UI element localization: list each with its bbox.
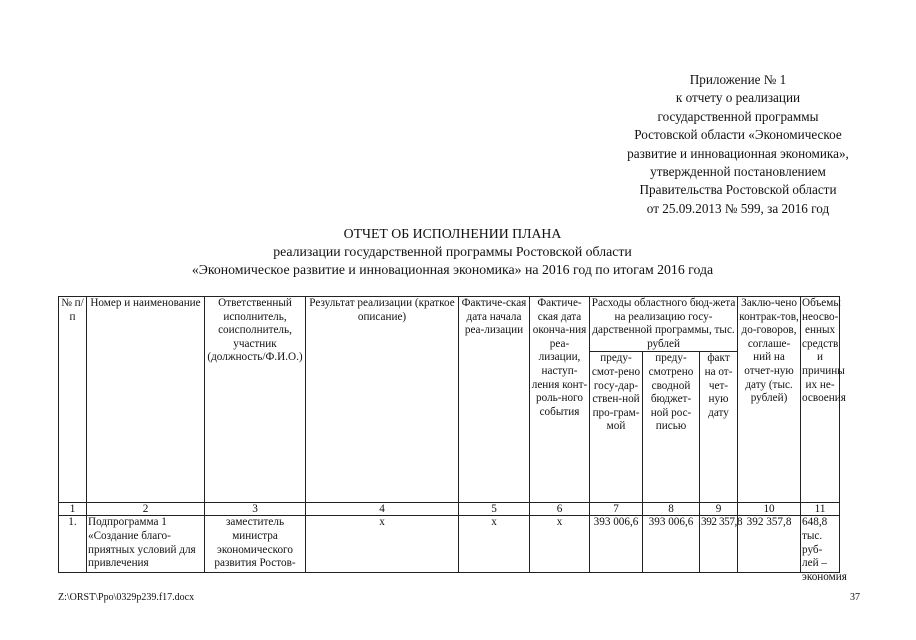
header-expenses-group: Расходы областного бюд-жета на реализацию госу-дарственной программы, тыс. рублей	[590, 297, 738, 352]
appendix-line: Приложение № 1	[689, 72, 787, 87]
title-line-2: реализации государственной программы Ростовской области	[273, 243, 632, 259]
column-number: 11	[801, 503, 840, 516]
column-number: 10	[738, 503, 801, 516]
report-table	[58, 296, 847, 583]
appendix-line: утвержденной постановлением	[650, 164, 826, 180]
column-number: 4	[306, 503, 459, 516]
row-budgeted: 393 006,6	[643, 516, 700, 573]
appendix-line: к отчету о реализации	[675, 90, 801, 106]
row-num: 1.	[59, 516, 87, 573]
column-number: 6	[530, 503, 590, 516]
header-start-date: Фактиче-ская дата начала реа-лизации	[459, 297, 530, 503]
column-number: 2	[87, 503, 205, 516]
footer-page-number: 37	[850, 592, 860, 603]
appendix-line: от 25.09.2013 № 599, за 2016 год	[646, 200, 830, 216]
row-start: х	[459, 516, 530, 573]
header-num: № п/п	[59, 297, 87, 503]
row-fact: 392 357,8	[700, 516, 738, 573]
column-number: 5	[459, 503, 530, 516]
header-contracts: Заклю-чено контрак-тов, до-говоров, соглаше-ний на отчет-ную дату (тыс. рублей)	[738, 297, 801, 503]
table-row	[59, 516, 840, 573]
row-executor	[205, 516, 306, 573]
title-line-3: «Экономическое развитие и инновационная экономика» на 2016 год по итогам 2016 года	[191, 261, 714, 277]
header-name: Номер и наименование	[87, 297, 205, 503]
header-end-date: Фактиче-ская дата оконча-ния реа-лизации, наступ-ления конт-роль-ного события	[530, 297, 590, 503]
row-name-text: Подпрограмма 1 «Создание благо-приятных условий для привлечения	[88, 516, 196, 570]
row-result: х	[306, 516, 459, 573]
row-end: х	[530, 516, 590, 573]
row-name	[87, 516, 205, 573]
header-fact: факт на от-чет-ную дату	[700, 352, 738, 503]
header-planned: преду-смот-рено госу-дар-ствен-ной про-грам-мой	[590, 352, 643, 503]
header-row	[59, 297, 840, 352]
column-number: 9	[700, 503, 738, 516]
header-result: Результат реализации (краткое описание)	[306, 297, 459, 503]
column-number: 1	[59, 503, 87, 516]
row-unspent-text: 648,8 тыс. руб-лей – экономия	[802, 516, 847, 583]
column-number: 7	[590, 503, 643, 516]
row-unspent	[801, 516, 847, 583]
header-budgeted: преду-смотрено сводной бюджет-ной рос-писью	[643, 352, 700, 503]
column-number: 8	[643, 503, 700, 516]
appendix-block	[560, 71, 916, 218]
appendix-line: Правительства Ростовской области	[639, 182, 837, 198]
column-number: 3	[205, 503, 306, 516]
header-executor: Ответственный исполнитель, соисполнитель, участник (должность/Ф.И.О.)	[205, 297, 306, 503]
row-executor-text: заместитель министра экономического развития Ростов-	[214, 516, 296, 570]
header-unspent: Объемы неосво-енных средств и причины их не-освоения	[801, 297, 840, 503]
appendix-line: государственной программы	[657, 108, 819, 124]
column-number-row	[59, 503, 840, 516]
row-planned: 393 006,6	[590, 516, 643, 573]
report-title	[0, 225, 905, 278]
footer-file-path: Z:\ORST\Ppo\0329p239.f17.docx	[58, 592, 195, 603]
row-contracts: 392 357,8	[738, 516, 801, 573]
appendix-line: развитие и инновационная экономика»,	[627, 145, 849, 161]
title-line-1: ОТЧЕТ ОБ ИСПОЛНЕНИИ ПЛАНА	[343, 226, 562, 241]
appendix-line: Ростовской области «Экономическое	[634, 127, 842, 143]
